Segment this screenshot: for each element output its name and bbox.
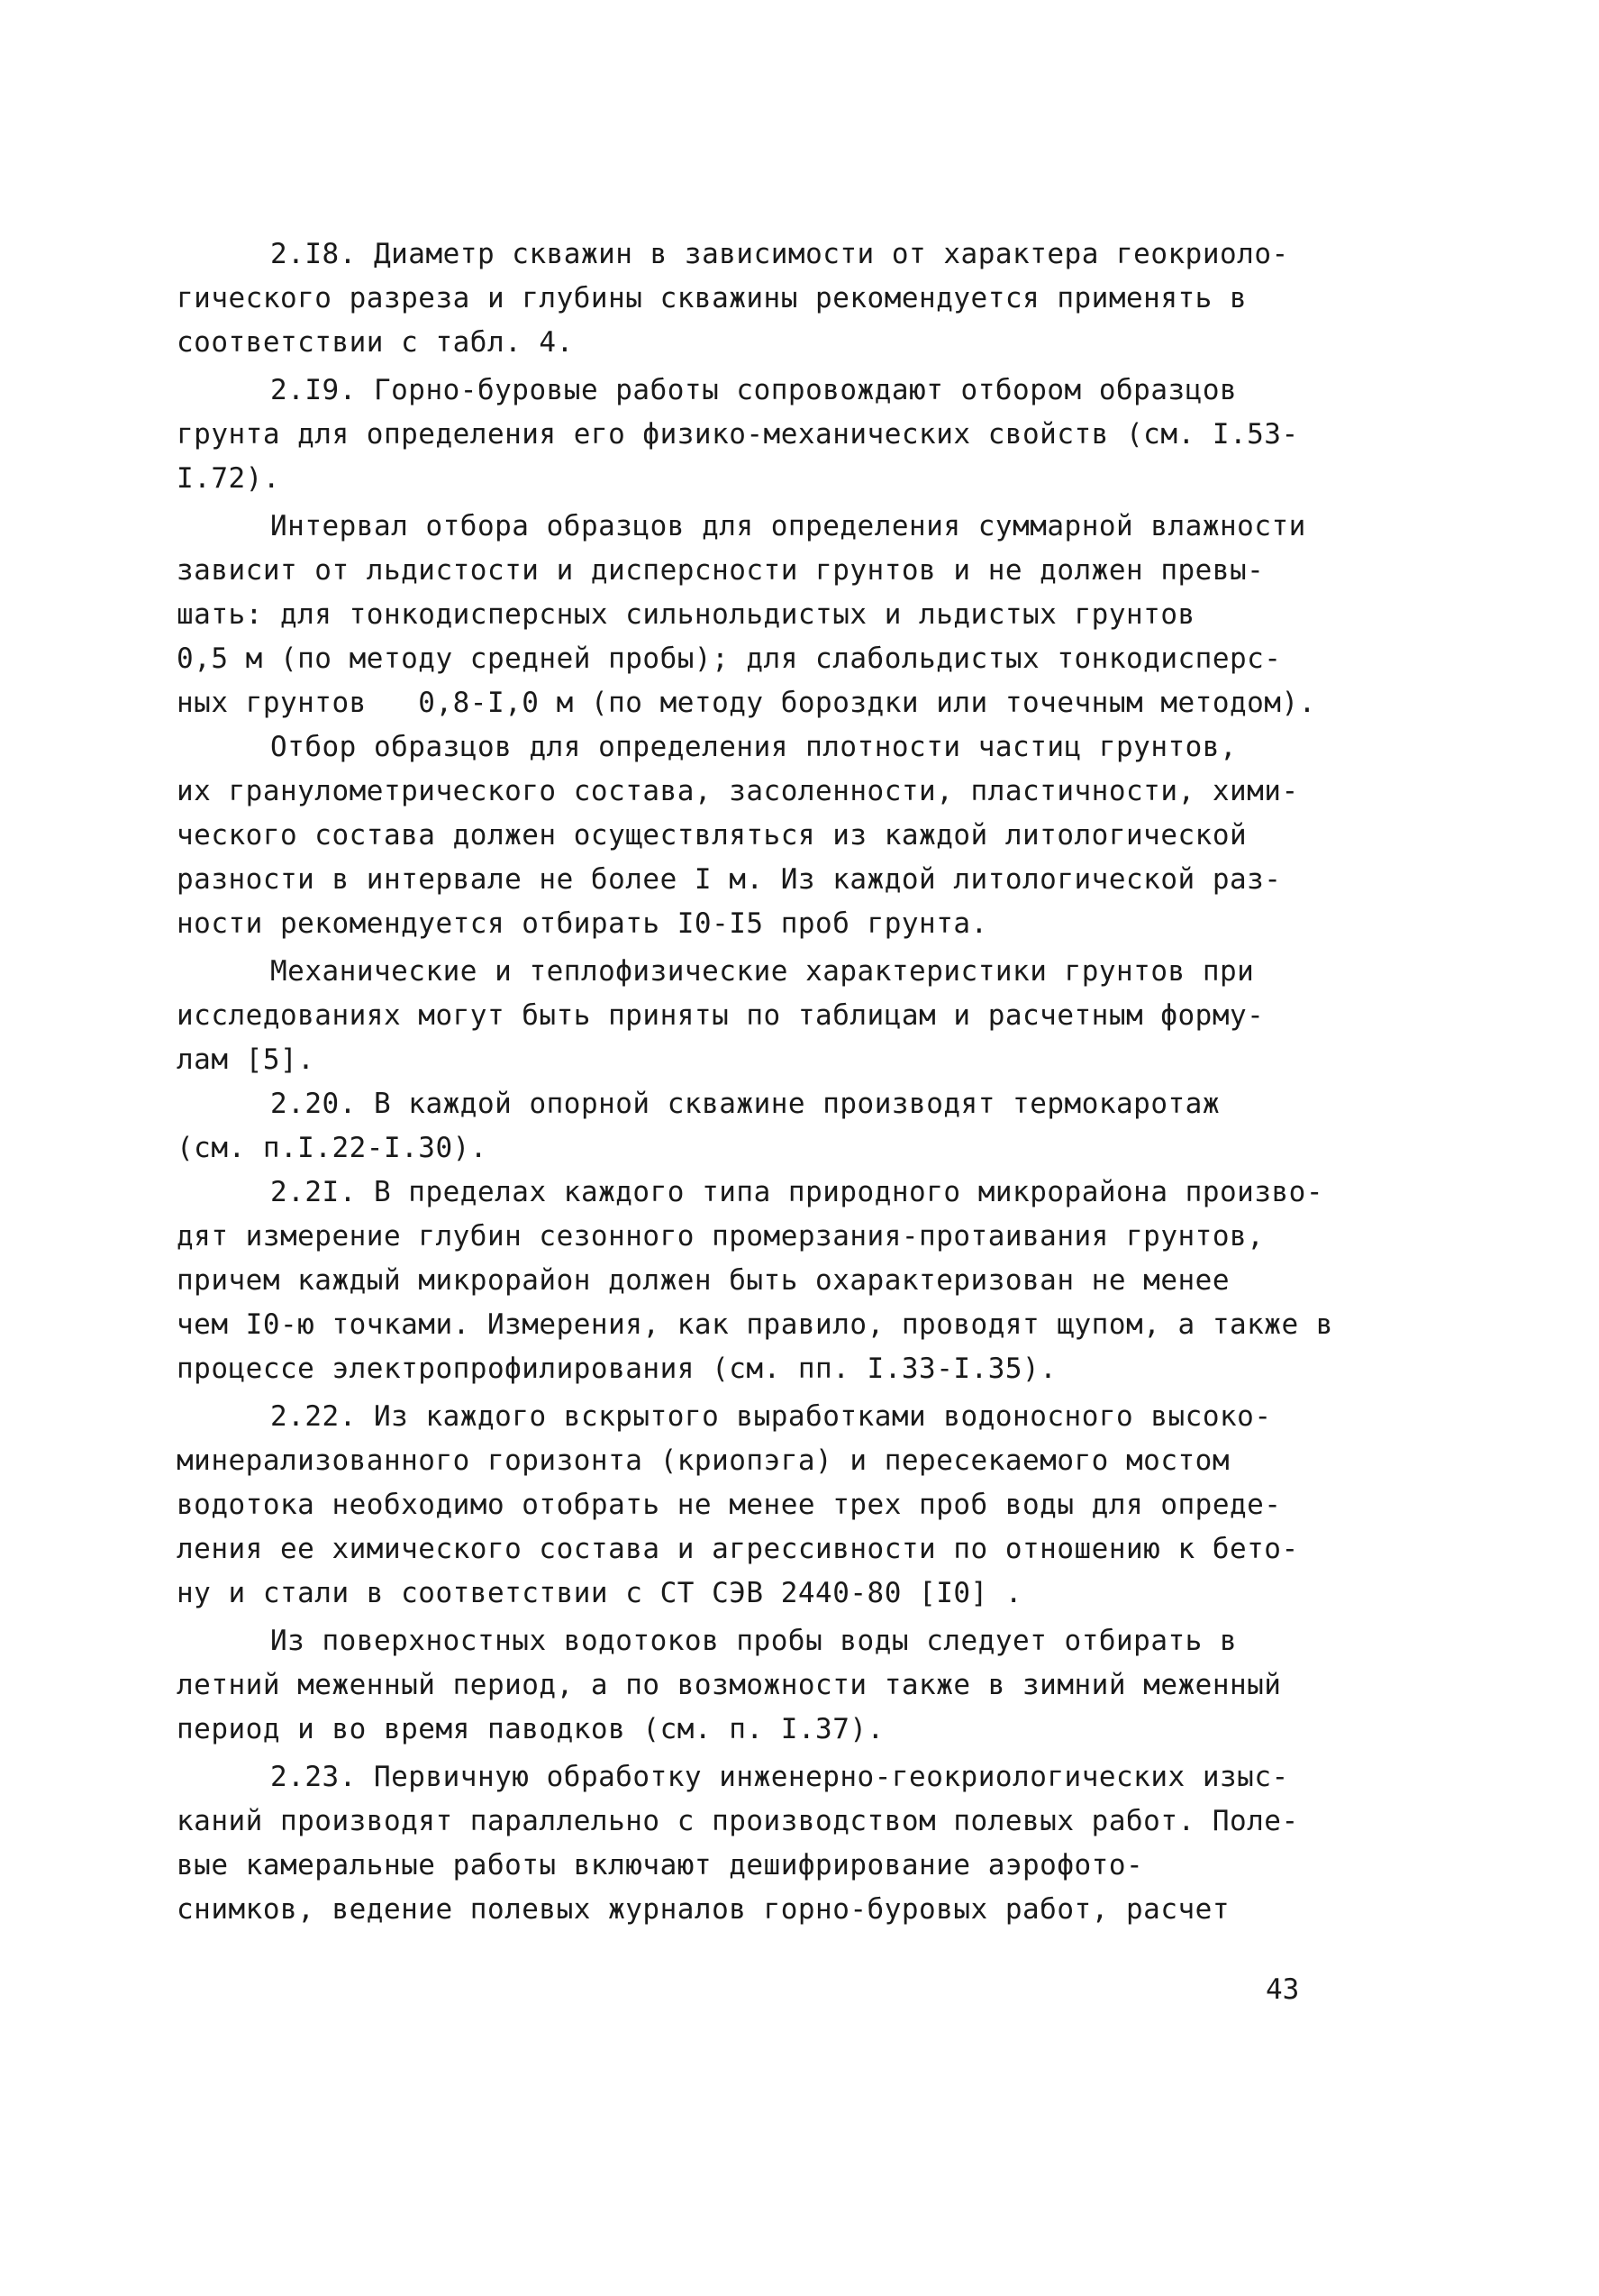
text-line: чем I0-ю точками. Измерения, как правило, проводят щупом, а также в (177, 1308, 1333, 1341)
text-line: I.72). (177, 462, 280, 495)
text-line: минерализованного горизонта (криопэга) и пересекаемого мостом (177, 1444, 1230, 1477)
text-line: дят измерение глубин сезонного промерзания-протаивания грунтов, (177, 1220, 1265, 1253)
text-line: исследованиях могут быть приняты по таблицам и расчетным форму- (177, 999, 1265, 1032)
text-line: грунта для определения его физико-механических свойств (см. I.53- (177, 418, 1299, 451)
text-line: 2.22. Из каждого вскрытого выработками водоносного высоко- (270, 1400, 1272, 1433)
text-line: ных грунтов 0,8-I,0 м (по методу бороздки или точечным методом). (177, 687, 1316, 719)
text-line: причем каждый микрорайон должен быть охарактеризован не менее (177, 1264, 1230, 1297)
text-line: Из поверхностных водотоков пробы воды следует отбирать в (270, 1625, 1238, 1657)
text-line: ления ее химического состава и агрессивности по отношению к бето- (177, 1533, 1299, 1565)
text-line: период и во время паводков (см. п. I.37). (177, 1713, 885, 1745)
text-line: 0,5 м (по методу средней пробы); для слабольдистых тонкодисперс- (177, 642, 1282, 675)
text-line: их гранулометрического состава, засоленности, пластичности, хими- (177, 775, 1299, 807)
text-line: 2.I9. Горно-буровые работы сопровождают отбором образцов (270, 374, 1238, 406)
text-line: Отбор образцов для определения плотности частиц грунтов, (270, 731, 1238, 763)
body-text (177, 232, 1388, 1932)
text-line: ческого состава должен осуществляться из каждой литологической (177, 819, 1248, 852)
text-line: вые камеральные работы включают дешифрирование аэрофото- (177, 1849, 1144, 1881)
text-line: водотока необходимо отобрать не менее трех проб воды для опреде- (177, 1489, 1282, 1521)
text-line: каний производят параллельно с производством полевых работ. Поле- (177, 1805, 1299, 1837)
text-line: шать: для тонкодисперсных сильнольдистых и льдистых грунтов (177, 598, 1195, 631)
text-line: летний меженный период, а по возможности также в зимний меженный (177, 1669, 1282, 1701)
text-line: лам [5]. (177, 1043, 315, 1076)
text-line: 2.23. Первичную обработку инженерно-геокриологических изыс- (270, 1761, 1289, 1793)
text-line: Механические и теплофизические характеристики грунтов при (270, 955, 1255, 988)
page-number: 43 (1266, 1973, 1300, 2006)
text-line: ности рекомендуется отбирать I0-I5 проб грунта. (177, 907, 988, 940)
text-line: 2.20. В каждой опорной скважине производят термокаротаж (270, 1088, 1220, 1120)
text-line: гического разреза и глубины скважины рекомендуется применять в (177, 282, 1248, 314)
text-line: процессе электропрофилирования (см. пп. I.33-I.35). (177, 1353, 1058, 1385)
text-line: зависит от льдистости и дисперсности грунтов и не должен превы- (177, 554, 1265, 587)
text-line: 2.I8. Диаметр скважин в зависимости от характера геокриоло- (270, 238, 1289, 270)
text-line: соответствии с табл. 4. (177, 326, 574, 359)
text-line: ну и стали в соответствии с СТ СЭВ 2440-80 [I0] . (177, 1577, 1023, 1609)
text-line: разности в интервале не более I м. Из каждой литологической раз- (177, 863, 1282, 896)
text-line: снимков, ведение полевых журналов горно-буровых работ, расчет (177, 1893, 1230, 1926)
text-line: (см. п.I.22-I.30). (177, 1132, 487, 1164)
text-line: Интервал отбора образцов для определения суммарной влажности (270, 510, 1306, 542)
text-line: 2.2I. В пределах каждого типа природного микрорайона произво- (270, 1176, 1323, 1208)
